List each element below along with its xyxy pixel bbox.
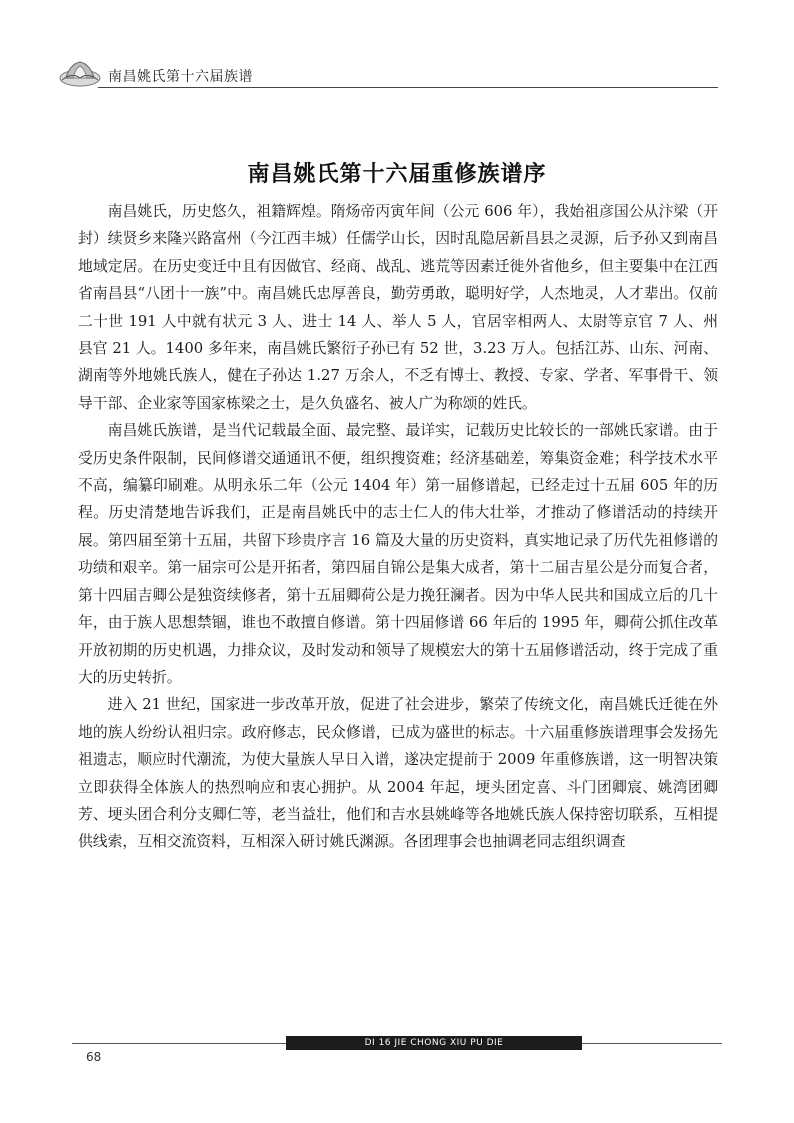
header-title: 南昌姚氏第十六届族谱	[108, 69, 253, 85]
running-header	[58, 58, 718, 90]
page-title: 南昌姚氏第十六届重修族谱序	[247, 160, 547, 187]
article-body	[78, 198, 718, 856]
paragraph-1: 南昌姚氏，历史悠久，祖籍辉煌。隋炀帝丙寅年间（公元 606 年），我始祖彦国公从汴梁（开封）续贤乡来隆兴路富州（今江西丰城）任儒学山长，因时乱隐居新昌县之灵源，后予孙又到南昌地域定居。在历史变迁中且有因做官、经商、战乱、逃荒等因素迁徙外省他乡，但主要集中在江西省南昌县“八团十一族”中。南昌姚氏忠厚善良，勤劳勇敢，聪明好学，人杰地灵，人才辈出。仅前二十世 191 人中就有状元 3 人、进士 14 人、举人 5 人，官居宰相两人、太尉等京官 7 人、州县官 21 人。1400 多年来，南昌姚氏繁衍子孙已有 52 世，3.23 万人。包括江苏、山东、河南、湖南等外地姚氏族人，健在子孙达 1.27 万余人，不乏有博士、教授、专家、学者、军事骨干、领导干部、企业家等国家栋梁之士，是久负盛名、被人广为称颂的姓氏。	[78, 203, 718, 412]
lotus-emblem-icon	[58, 58, 102, 88]
page-number: 68	[86, 1050, 102, 1064]
page-footer	[72, 1034, 722, 1074]
header-rule	[98, 87, 718, 88]
footer-band-text: DI 16 JIE CHONG XIU PU DIE	[286, 1036, 582, 1050]
paragraph-3: 进入 21 世纪，国家进一步改革开放，促进了社会进步，繁荣了传统文化，南昌姚氏迁徙在外地的族人纷纷认祖归宗。政府修志，民众修谱，已成为盛世的标志。十六届重修族谱理事会发扬先祖遗志，顺应时代潮流，为使大量族人早日入谱，遂决定提前于 2009 年重修族谱，这一明智决策立即获得全体族人的热烈响应和衷心拥护。从 2004 年起，埂头团定喜、斗门团卿宸、姚湾团卿芳、埂头团合利分支卿仁等，老当益壮，他们和吉水县姚峰等各地姚氏族人保持密切联系，互相提供线索，互相交流资料，互相深入研讨姚氏渊源。各团理事会也抽调老同志组织调查	[78, 696, 718, 851]
paragraph-2: 南昌姚氏族谱，是当代记载最全面、最完整、最详实，记载历史比较长的一部姚氏家谱。由于受历史条件限制，民间修谱交通通讯不便，组织搜资难；经济基础差，筹集资金难；科学技术水平不高，编纂印刷难。从明永乐二年（公元 1404 年）第一届修谱起，已经走过十五届 605 年的历程。历史清楚地告诉我们，正是南昌姚氏中的志士仁人的伟大壮举，才推动了修谱活动的持续开展。第四届至第十五届，共留下珍贵序言 16 篇及大量的历史资料，真实地记录了历代先祖修谱的功绩和艰辛。第一届宗可公是开拓者，第四届自锦公是集大成者，第十二届吉星公是分而复合者，第十四届吉卿公是独资续修者，第十五届卿荷公是力挽狂澜者。因为中华人民共和国成立后的几十年，由于族人思想禁锢，谁也不敢擅自修谱。第十四届修谱 66 年后的 1995 年，卿荷公抓住改革开放初期的历史机遇，力排众议，及时发动和领导了规模宏大的第十五届修谱活动，终于完成了重大的历史转折。	[78, 422, 718, 686]
